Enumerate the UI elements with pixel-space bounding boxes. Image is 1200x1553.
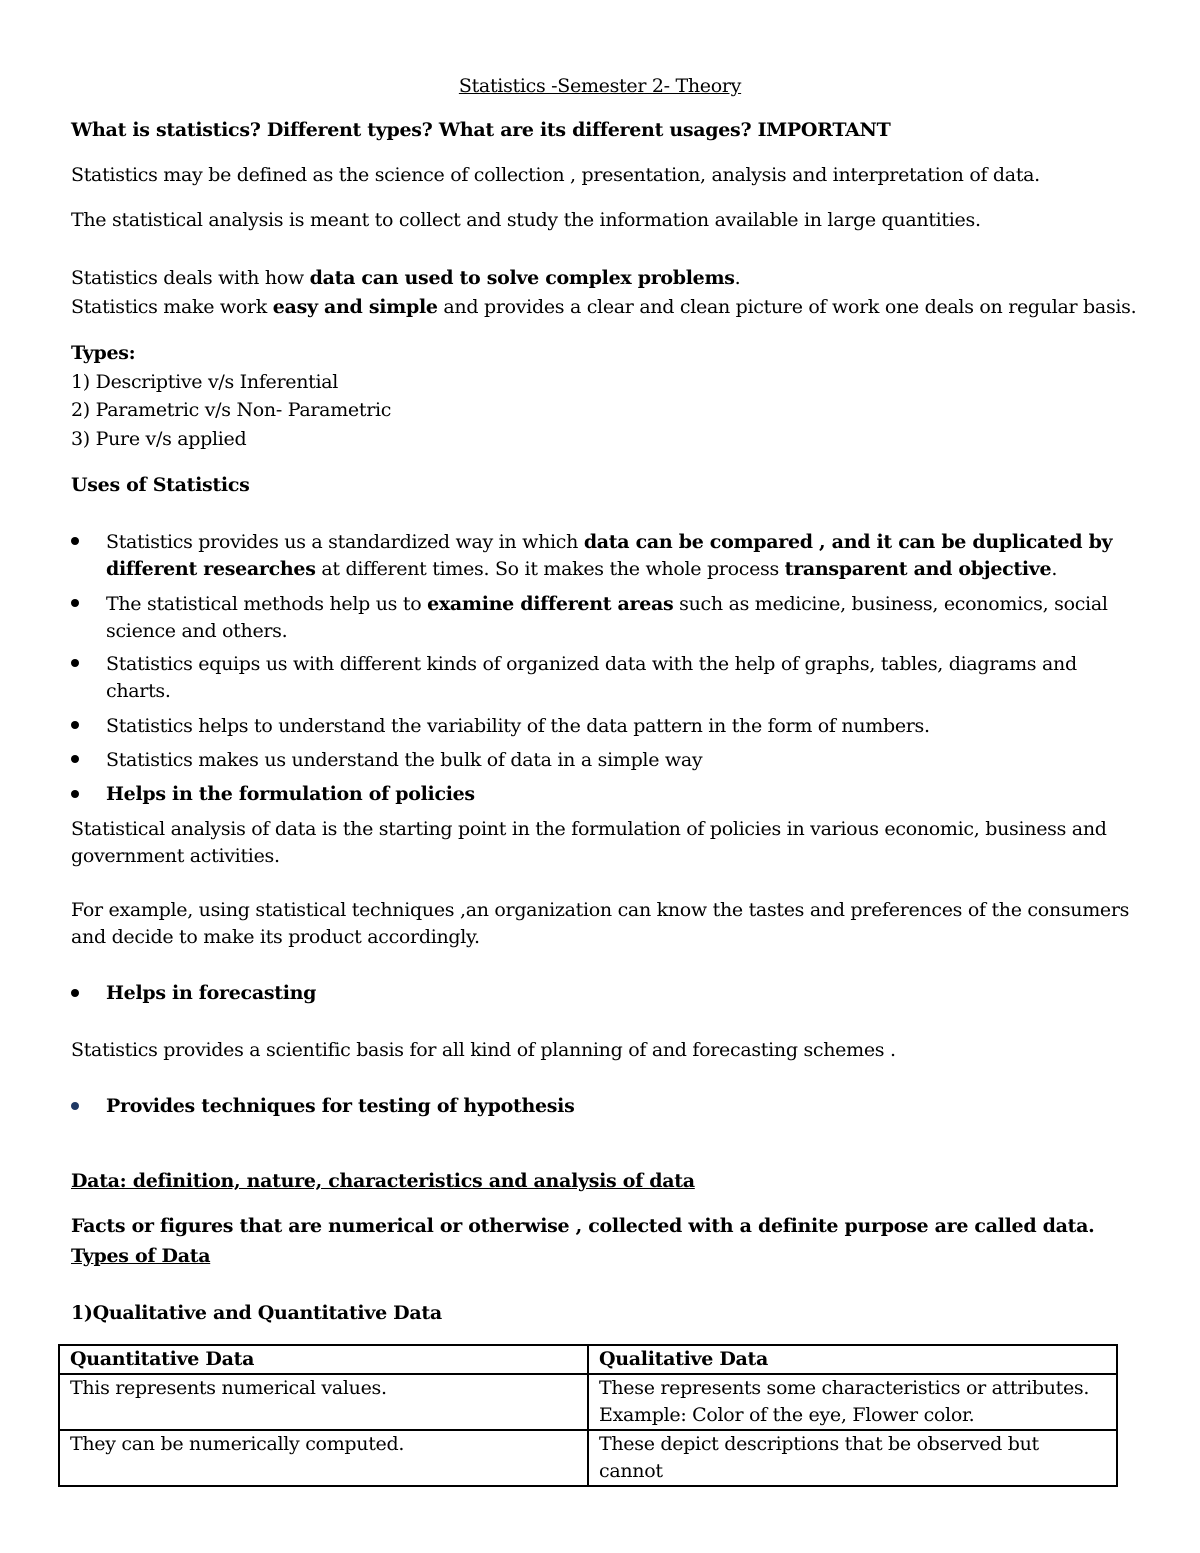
make-bold: easy and simple bbox=[272, 296, 438, 318]
table-row bbox=[59, 1430, 1117, 1486]
definition-line-1: Statistics may be defined as the science of collection , presentation, analysis and interpretation of data. bbox=[71, 164, 1040, 186]
policy-line-1: Statistical analysis of data is the starting point in the formulation of policies in various economic, business and bbox=[71, 818, 1107, 840]
bullet-icon bbox=[71, 599, 79, 607]
deals-pre: Statistics deals with how bbox=[71, 267, 310, 289]
forecast-heading: Helps in forecasting bbox=[106, 982, 317, 1004]
table-cell: This represents numerical values. bbox=[59, 1374, 588, 1430]
use-item-6: Helps in the formulation of policies bbox=[106, 783, 475, 805]
bullet-icon bbox=[71, 1102, 79, 1110]
use-item-3-line-2: charts. bbox=[106, 680, 171, 702]
type-item: 3) Pure v/s applied bbox=[71, 428, 247, 450]
bullet-icon bbox=[71, 721, 79, 729]
bullet-icon bbox=[71, 989, 79, 997]
bullet-icon bbox=[71, 659, 79, 667]
page-title: Statistics -Semester 2- Theory bbox=[458, 75, 742, 97]
use-item-3-line-1: Statistics equips us with different kinds of organized data with the help of graphs, tables, diagrams and bbox=[106, 653, 1077, 675]
use1-bold-3: transparent and objective bbox=[784, 558, 1052, 580]
use2-text: The statistical methods help us to bbox=[106, 593, 428, 615]
use1-text-3: . bbox=[1051, 558, 1058, 580]
table-header-cell: Qualitative Data bbox=[588, 1345, 1117, 1374]
table-cell: These depict descriptions that be observed but cannot bbox=[588, 1430, 1117, 1486]
use-item-5: Statistics makes us understand the bulk of data in a simple way bbox=[106, 749, 703, 771]
use-item-1-line-1 bbox=[106, 529, 1112, 556]
use-item-2-line-2: science and others. bbox=[106, 620, 288, 642]
forecast-text: Statistics provides a scientific basis for all kind of planning of and forecasting schemes . bbox=[71, 1039, 896, 1061]
deals-line bbox=[71, 265, 740, 291]
cell-line: Example: Color of the eye, Flower color. bbox=[599, 1404, 975, 1426]
bullet-icon bbox=[71, 755, 79, 763]
qualitative-quantitative-subheading: 1)Qualitative and Quantitative Data bbox=[71, 1302, 442, 1324]
hypothesis-heading: Provides techniques for testing of hypothesis bbox=[106, 1095, 575, 1117]
data-section-heading: Data: definition, nature, characteristics and analysis of data bbox=[71, 1170, 695, 1192]
type-item: 2) Parametric v/s Non- Parametric bbox=[71, 399, 392, 421]
deals-post: . bbox=[734, 267, 741, 289]
uses-heading: Uses of Statistics bbox=[71, 474, 250, 496]
cell-line: These represents some characteristics or attributes. bbox=[599, 1377, 1090, 1399]
use1-text-2: at different times. So it makes the whole process bbox=[315, 558, 785, 580]
policy-line-2: government activities. bbox=[71, 845, 280, 867]
table-cell: They can be numerically computed. bbox=[59, 1430, 588, 1486]
table-header-row bbox=[59, 1345, 1117, 1374]
bullet-icon bbox=[71, 537, 79, 545]
comparison-table bbox=[58, 1344, 1118, 1487]
use1-text: Statistics provides us a standardized way in which bbox=[106, 531, 584, 553]
use1-bold-2: different researches bbox=[106, 558, 316, 580]
example-line-2: and decide to make its product accordingly. bbox=[71, 926, 480, 948]
example-line-1: For example, using statistical techniques ,an organization can know the tastes and preferences of the consumers bbox=[71, 899, 1130, 921]
use2-bold: examine different areas bbox=[427, 593, 674, 615]
use-item-1-line-2 bbox=[106, 556, 1057, 583]
table-header-cell: Quantitative Data bbox=[59, 1345, 588, 1374]
data-definition: Facts or figures that are numerical or otherwise , collected with a definite purpose are called data. bbox=[71, 1215, 1095, 1237]
use-item-2-line-1 bbox=[106, 591, 1108, 618]
make-line bbox=[71, 294, 1136, 320]
types-heading: Types: bbox=[71, 342, 136, 364]
type-item: 1) Descriptive v/s Inferential bbox=[71, 371, 339, 393]
types-of-data-heading: Types of Data bbox=[71, 1245, 211, 1267]
make-post: and provides a clear and clean picture of work one deals on regular basis. bbox=[437, 296, 1137, 318]
definition-line-2: The statistical analysis is meant to collect and study the information available in large quantities. bbox=[71, 209, 981, 231]
use2-text-2: such as medicine, business, economics, social bbox=[673, 593, 1108, 615]
deals-bold: data can used to solve complex problems bbox=[309, 267, 735, 289]
table-cell bbox=[588, 1374, 1117, 1430]
question-heading: What is statistics? Different types? What are its different usages? IMPORTANT bbox=[71, 119, 891, 141]
make-pre: Statistics make work bbox=[71, 296, 273, 318]
bullet-icon bbox=[71, 790, 79, 798]
table-row bbox=[59, 1374, 1117, 1430]
use-item-4: Statistics helps to understand the variability of the data pattern in the form of numbers. bbox=[106, 715, 930, 737]
use1-bold: data can be compared , and it can be duplicated by bbox=[583, 531, 1113, 553]
